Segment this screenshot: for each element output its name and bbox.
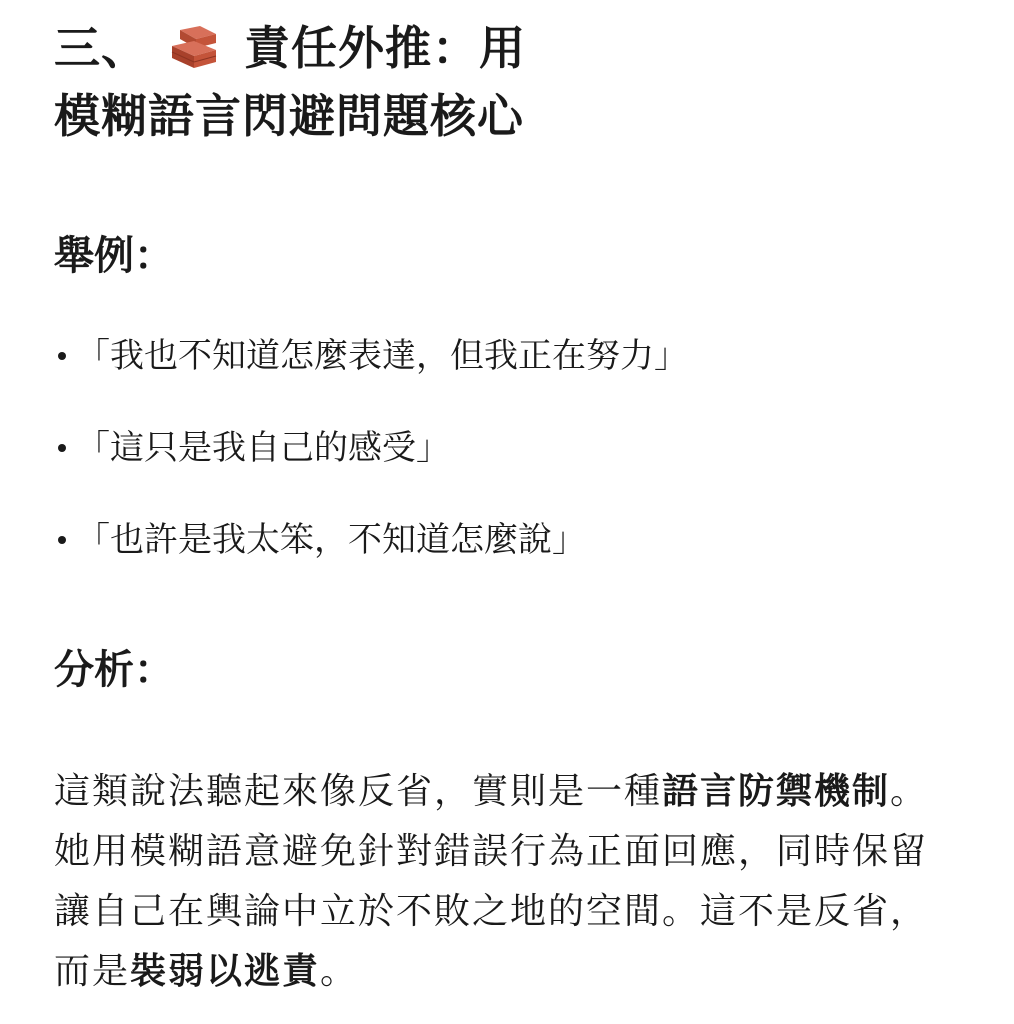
analysis-paragraph: 這類說法聽起來像反省，實則是一種語言防禦機制。她用模糊語意避免針對錯誤行為正面回應，同時保留讓自己在輿論中立於不敗之地的空間。這不是反省，而是裝弱以逃責。 <box>54 771 929 992</box>
section-title-line1: 責任外推：用 <box>244 21 526 75</box>
emphasis-defense-mechanism: 語言防禦機制 <box>662 771 891 812</box>
section-title-line2: 模糊語言閃避問題核心 <box>54 89 524 143</box>
list-item: 「也許是我太笨，不知道怎麼說」 <box>54 516 688 564</box>
examples-heading: 舉例： <box>54 233 174 279</box>
section-title <box>54 14 974 150</box>
article <box>54 14 974 992</box>
list-item: 「我也不知道怎麼表達，但我正在努力」 <box>54 332 688 380</box>
bullet-icon <box>58 352 66 360</box>
brick-icon <box>166 24 224 70</box>
emphasis-feign-weakness: 裝弱以逃責 <box>130 951 321 992</box>
example-list <box>54 332 688 608</box>
bullet-icon <box>58 536 66 544</box>
section-number: 三、 <box>54 21 148 75</box>
bullet-icon <box>58 444 66 452</box>
list-item: 「這只是我自己的感受」 <box>54 424 688 472</box>
analysis-heading: 分析： <box>54 647 174 693</box>
